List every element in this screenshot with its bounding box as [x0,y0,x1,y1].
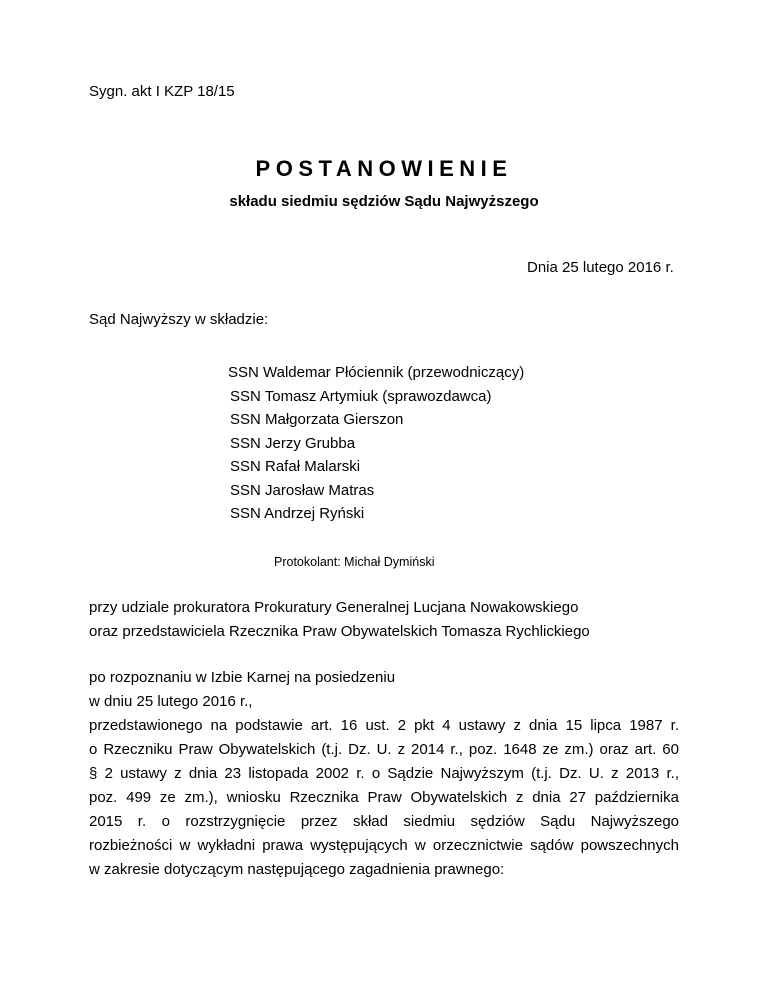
proceedings-line: rozbieżności w wykładni prawa występujących w orzecznictwie sądów powszechnych [89,837,679,854]
judge-item: SSN Rafał Malarski [230,458,361,475]
judge-item: SSN Jarosław Matras [230,481,375,499]
proceedings-line: w dniu 25 lutego 2016 r., [89,693,253,710]
proceedings-line: o Rzeczniku Praw Obywatelskich (t.j. Dz. U. z 2014 r., poz. 1648 ze zm.) oraz art. 60 [89,741,679,758]
document-subtitle: składu siedmiu sędziów Sądu Najwyższego [229,193,539,210]
judge-item: SSN Waldemar Płóciennik (przewodniczący) [228,364,525,381]
proceedings-line: poz. 499 ze zm.), wniosku Rzecznika Praw Obywatelskich z dnia 27 października [89,789,679,806]
proceedings-line: 2015 r. o rozstrzygnięcie przez skład siedmiu sędziów Sądu Najwyższego [89,813,679,830]
proceedings-paragraph [89,669,679,885]
case-number: Sygn. akt I KZP 18/15 [89,83,235,100]
protokolant: Protokolant: Michał Dymiński [274,555,435,569]
document-date: Dnia 25 lutego 2016 r. [527,259,674,276]
participant-line: oraz przedstawiciela Rzecznika Praw Obywatelskich Tomasza Rychlickiego [89,623,590,640]
judges-list [228,364,524,529]
court-intro: Sąd Najwyższy w składzie: [89,311,269,328]
participants-list [89,599,590,647]
judge-item: SSN Andrzej Ryński [230,505,365,522]
judge-item: SSN Małgorzata Gierszon [230,411,404,428]
proceedings-line: w zakresie dotyczącym następującego zagadnienia prawnego: [89,861,505,878]
proceedings-line: przedstawionego na podstawie art. 16 ust. 2 pkt 4 ustawy z dnia 15 lipca 1987 r. [89,717,679,734]
judge-item: SSN Jerzy Grubba [230,434,356,452]
judge-item: SSN Tomasz Artymiuk (sprawozdawca) [230,387,492,405]
proceedings-line: § 2 ustawy z dnia 23 listopada 2002 r. o Sądzie Najwyższym (t.j. Dz. U. z 2013 r., [89,765,679,782]
document-title: POSTANOWIENIE [255,156,513,181]
participant-line: przy udziale prokuratora Prokuratury Generalnej Lucjana Nowakowskiego [89,599,579,616]
proceedings-line: po rozpoznaniu w Izbie Karnej na posiedzeniu [89,669,396,686]
